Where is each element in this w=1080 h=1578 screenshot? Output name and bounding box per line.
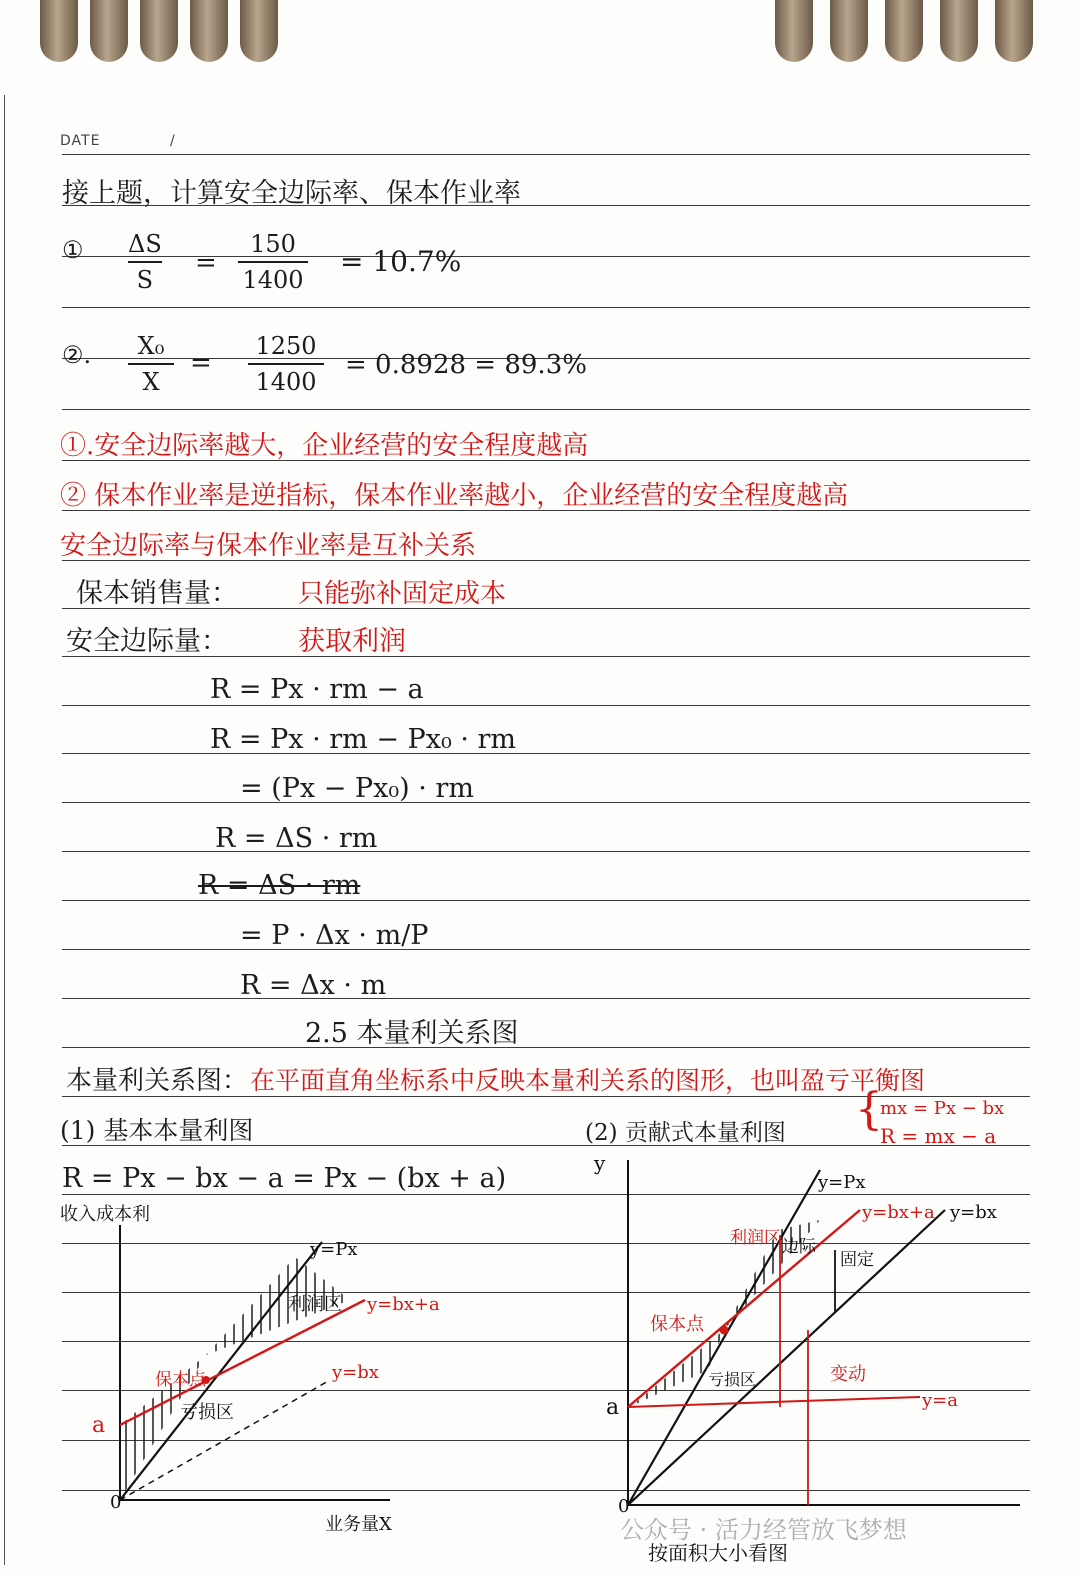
chart1-label-total-cost: y=bx+a xyxy=(367,1294,440,1315)
calc2-fraction-a xyxy=(128,332,174,396)
calc1-equals: = xyxy=(195,248,217,278)
def2-value: 获取利润 xyxy=(298,626,406,657)
calc1-numerator-2: 150 xyxy=(250,230,296,258)
chart2-brace-line1: mx = Px − bx xyxy=(880,1098,1005,1119)
intro-line: 接上题，计算安全边际率、保本作业率 xyxy=(62,178,521,209)
chart1-y-axis-label: 收入成本利 xyxy=(60,1204,150,1225)
calc2-denominator: X xyxy=(142,368,160,396)
calc2-result: = 0.8928 = 89.3% xyxy=(345,350,587,380)
def3-value: 在平面直角坐标系中反映本量利关系的图形，也叫盈亏平衡图 xyxy=(250,1066,926,1095)
def1-label: 保本销售量： xyxy=(76,578,238,609)
def2-label: 安全边际量： xyxy=(66,626,228,657)
chart2-a-label: a xyxy=(606,1395,620,1420)
chart2-variable-label: 变动 xyxy=(830,1364,866,1385)
chart1-svg xyxy=(60,1200,460,1545)
calc1-marker: ① xyxy=(62,236,84,264)
calc1-fraction-a xyxy=(128,230,162,294)
spiral-binding xyxy=(0,0,1080,70)
def1-value: 只能弥补固定成本 xyxy=(298,579,507,609)
chart1-label-variable: y=bx xyxy=(332,1362,379,1383)
formula-2: R = Px · rm − Px₀ · rm xyxy=(210,724,517,755)
chart1-label-revenue: y=Px xyxy=(310,1239,358,1260)
chart1-origin: 0 xyxy=(110,1492,122,1513)
calc1-denominator: S xyxy=(136,266,154,294)
date-label: DATE xyxy=(60,133,101,149)
chart1-heading: (1) 基本本量利图 xyxy=(60,1116,254,1145)
note-2: ② 保本作业率是逆指标，保本作业率越小，企业经营的安全程度越高 xyxy=(60,481,849,511)
date-separator: / xyxy=(170,133,176,149)
chart2-breakeven-point xyxy=(720,1326,729,1335)
chart2-brace-line2: R = mx − a xyxy=(880,1124,997,1148)
chart2-profit-zone-label: 利润区 xyxy=(730,1228,781,1248)
calc1-denominator-2: 1400 xyxy=(242,266,304,294)
chart2-label-revenue: y=Px xyxy=(818,1172,866,1193)
chart2-loss-zone-hatch xyxy=(630,1330,724,1407)
chart2-x-axis-label: 按面积大小看图 xyxy=(648,1541,788,1565)
formula-5-struck: R = ΔS · rm xyxy=(198,870,361,901)
calc2-marker: ②. xyxy=(62,341,92,369)
note-1: ①.安全边际率越大，企业经营的安全程度越高 xyxy=(60,431,589,461)
chart1-line-revenue xyxy=(120,1242,322,1500)
chart2-svg xyxy=(590,1140,1040,1570)
calc2-numerator-2: 1250 xyxy=(255,332,317,360)
chart2-margin-label: 边际 xyxy=(782,1237,816,1257)
formula-4: R = ΔS · rm xyxy=(215,823,378,854)
chart2-label-total-cost: y=bx+a xyxy=(862,1202,935,1223)
chart2-heading: (2) 贡献式本量利图 xyxy=(585,1120,786,1146)
watermark: 公众号 · 活力经管放飞梦想 xyxy=(620,1516,907,1544)
formula-7: R = Δx · m xyxy=(240,970,387,1001)
brace-symbol: { xyxy=(855,1084,883,1135)
calc2-equals: = xyxy=(190,348,212,378)
calc2-numerator: X₀ xyxy=(137,332,165,360)
formula-6: = P · Δx · m/P xyxy=(240,920,429,951)
chart1-a-label: a xyxy=(92,1413,106,1438)
section-title: 2.5 本量利关系图 xyxy=(305,1018,519,1049)
chart2-line-revenue xyxy=(628,1170,820,1505)
chart2-loss-zone-label: 亏损区 xyxy=(708,1370,757,1389)
calc2-fraction-b xyxy=(248,332,324,396)
chart2-origin: 0 xyxy=(618,1496,630,1517)
formula-3: = (Px − Px₀) · rm xyxy=(240,773,474,804)
chart1-profit-zone-label: 利润区 xyxy=(288,1294,342,1315)
chart2-line-fixed xyxy=(628,1397,920,1407)
chart1-breakeven-label: 保本点 xyxy=(155,1370,206,1390)
calc2-denominator-2: 1400 xyxy=(255,368,317,396)
calc1-numerator: ΔS xyxy=(128,230,162,258)
chart2-fixed-label: 固定 xyxy=(840,1250,874,1270)
calc1-result: = 10.7% xyxy=(340,245,462,278)
chart2-y-axis-label: y xyxy=(594,1151,606,1175)
chart1-formula: R = Px − bx − a = Px − (bx + a) xyxy=(62,1163,507,1194)
note-3: 安全边际率与保本作业率是互补关系 xyxy=(60,531,477,561)
calc1-fraction-b xyxy=(238,230,308,294)
def3-label: 本量利关系图： xyxy=(66,1066,249,1096)
chart1-loss-zone-label: 亏损区 xyxy=(180,1402,234,1423)
page-margin xyxy=(4,95,5,1565)
chart2-label-fixed-line: y=a xyxy=(922,1390,958,1411)
chart2-breakeven-label: 保本点 xyxy=(650,1314,704,1335)
chart1-x-axis-label: 业务量X xyxy=(325,1514,392,1535)
chart2-label-variable: y=bx xyxy=(950,1202,997,1223)
formula-1: R = Px · rm − a xyxy=(210,674,424,705)
